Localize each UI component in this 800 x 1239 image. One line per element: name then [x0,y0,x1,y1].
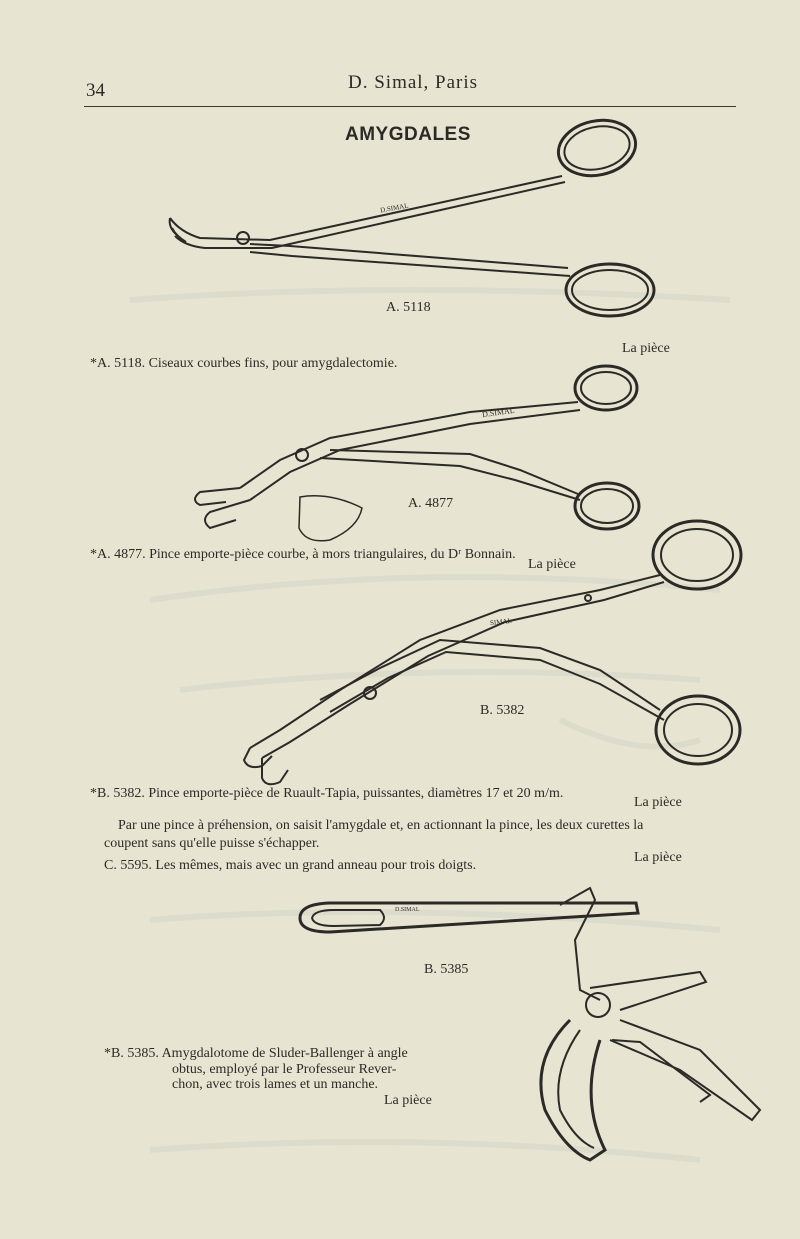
engraving-mark-a4877: D.SIMAL [481,405,516,420]
figure-label-a5118: A. 5118 [386,300,431,315]
item-price-a4877: La pièce [528,557,576,572]
bleed-through-ghost [130,290,730,1160]
item-price-a5118: La pièce [622,341,670,356]
running-title: D. Simal, Paris [348,72,479,93]
item-price-b5382: La pièce [634,795,682,810]
paragraph-line-2: coupent sans qu'elle puisse s'échapper. [104,836,320,851]
figure-label-b5385: B. 5385 [424,962,469,977]
section-title: AMYGDALES [345,124,471,145]
item-description-b5382: *B. 5382. Pince emporte-pièce de Ruault-Tapia, puissantes, diamètres 17 et 20 m/m. [90,786,564,801]
item-description-b5385-line-1: *B. 5385. Amygdalotome de Sluder-Ballenger à angle [104,1046,408,1061]
item-price-c5595: La pièce [634,850,682,865]
figure-label-a4877: A. 4877 [408,496,454,511]
engraving-mark-b5382: SIMAL [489,616,513,628]
item-description-a4877: *A. 4877. Pince emporte-pièce courbe, à mors triangulaires, du Dʳ Bonnain. [90,547,516,562]
item-description-b5385-line-3: chon, avec trois lames et un manche. [172,1077,379,1092]
figure-label-b5382: B. 5382 [480,703,525,718]
engraving-mark-b5385: D.SIMAL [395,907,420,913]
engraving-mark-a5118: D.SIMAL [379,201,410,215]
item-price-b5385: La pièce [384,1093,432,1108]
header-rule [84,106,736,107]
paragraph-line-1: Par une pince à préhension, on saisit l'amygdale et, en actionnant la pince, les deux curettes la [118,818,644,833]
item-description-a5118: *A. 5118. Ciseaux courbes fins, pour amygdalectomie. [90,356,398,371]
curved-punch-forceps-illustration [195,366,639,541]
page-number: 34 [86,80,105,101]
item-description-b5385-line-2: obtus, employé par le Professeur Rever- [172,1062,397,1077]
item-description-c5595: C. 5595. Les mêmes, mais avec un grand anneau pour trois doigts. [104,858,477,873]
